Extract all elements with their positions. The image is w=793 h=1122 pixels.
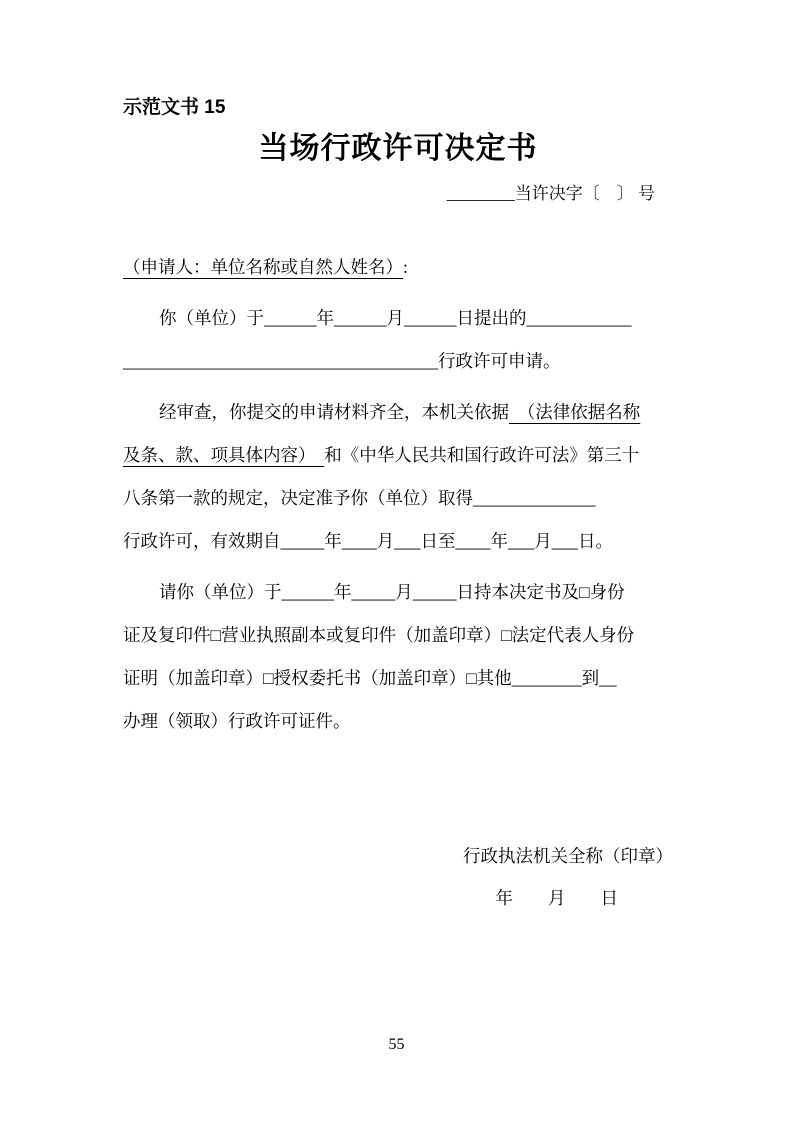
collection-line-4: 办理（领取）行政许可证件。 — [123, 711, 351, 731]
page-number: 55 — [388, 1036, 405, 1053]
signature-date: 年 月 日 — [495, 888, 618, 908]
applicant-label: （申请人：单位名称或自然人姓名） — [123, 257, 403, 277]
legal-basis-blank-end: 及条、款、项具体内容） — [123, 445, 325, 465]
agency-signature: 行政执法机关全称（印章） — [463, 846, 673, 866]
applicant-colon: : — [403, 257, 408, 277]
collection-line-1: 请你（单位）于______年_____月_____日持本决定书及□身份 — [159, 582, 625, 602]
legal-basis-blank-start: （法律依据名称 — [509, 402, 641, 422]
applicant-line — [123, 246, 673, 289]
paragraph-application — [123, 297, 673, 383]
decision-line-2 — [123, 434, 673, 477]
collection-line-3: 证明（加盖印章）□授权委托书（加盖印章）□其他________到__ — [123, 668, 617, 688]
collection-line-2: 证及复印件□营业执照副本或复印件（加盖印章）□法定代表人身份 — [123, 625, 635, 645]
decision-line-1 — [123, 391, 673, 434]
decision-line-1-text: 经审查，你提交的申请材料齐全，本机关依据 — [159, 402, 509, 422]
application-line-2: ____________________________________行政许可申请。 — [123, 351, 561, 371]
document-body — [123, 246, 673, 743]
doc-label: 示范文书 15 — [123, 97, 226, 118]
signature-block — [123, 843, 673, 911]
doc-number-line: ________当许决字〔 〕 号 — [446, 184, 655, 203]
paragraph-decision — [123, 391, 673, 563]
doc-title: 当场行政许可决定书 — [258, 132, 538, 165]
decision-line-3: 八条第一款的规定，决定准予你（单位）取得______________ — [123, 488, 596, 508]
decision-line-4: 行政许可，有效期自_____年____月___日至____年___月___日。 — [123, 531, 613, 551]
paragraph-collection — [123, 571, 673, 743]
decision-line-2-text: 和《中华人民共和国行政许可法》第三十 — [324, 445, 640, 465]
application-line-1: 你（单位）于______年______月______日提出的____________ — [159, 308, 632, 328]
